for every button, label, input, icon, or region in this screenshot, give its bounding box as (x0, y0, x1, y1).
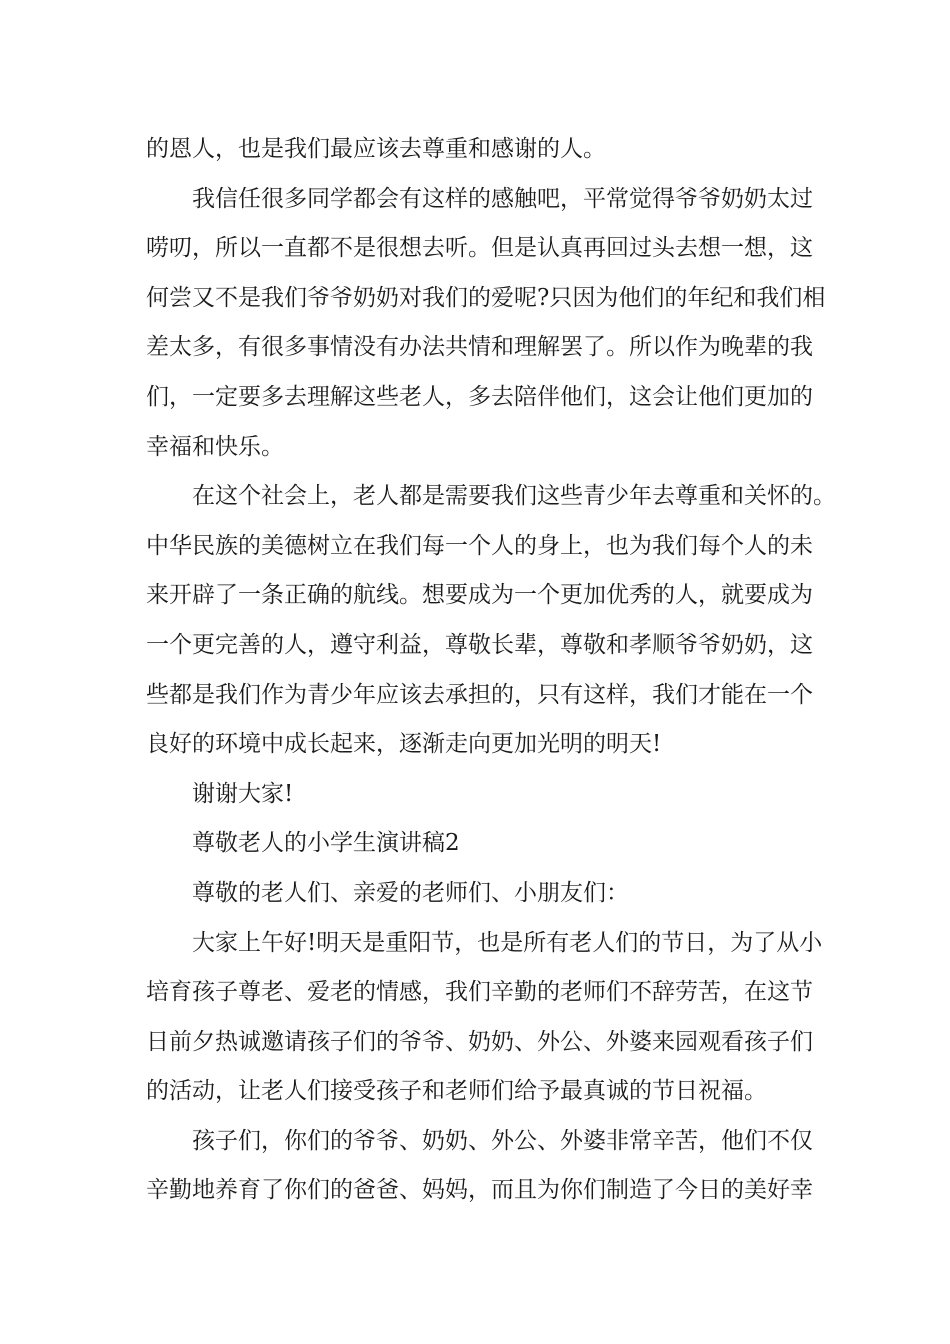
text-line: 差太多，有很多事情没有办法共情和理解罢了。所以作为晚辈的我 (146, 334, 813, 361)
text-line: 良好的环境中成长起来，逐渐走向更加光明的明天! (146, 731, 662, 758)
text-line: 幸福和快乐。 (146, 433, 284, 460)
text-line: 大家上午好!明天是重阳节，也是所有老人们的节日，为了从小 (192, 929, 823, 956)
salutation: 尊敬的老人们、亲爱的老师们、小朋友们： (192, 879, 629, 906)
text-line: 中华民族的美德树立在我们每一个人的身上，也为我们每个人的未 (146, 532, 813, 559)
text-line: 的活动，让老人们接受孩子和老师们给予最真诚的节日祝福。 (146, 1078, 767, 1105)
text-line: 一个更完善的人，遵守利益，尊敬长辈，尊敬和孝顺爷爷奶奶，这 (146, 631, 813, 658)
text-line: 培育孩子尊老、爱老的情感，我们辛勤的老师们不辞劳苦，在这节 (146, 979, 813, 1006)
closing-thanks: 谢谢大家! (192, 780, 294, 807)
text-line: 日前夕热诚邀请孩子们的爷爷、奶奶、外公、外婆来园观看孩子们 (146, 1028, 813, 1055)
text-line: 唠叨，所以一直都不是很想去听。但是认真再回过头去想一想，这 (146, 235, 813, 262)
text-line: 来开辟了一条正确的航线。想要成为一个更加优秀的人，就要成为 (146, 582, 813, 609)
text-line: 们，一定要多去理解这些老人，多去陪伴他们，这会让他们更加的 (146, 383, 813, 410)
document-body (146, 125, 836, 1216)
text-line: 的恩人，也是我们最应该去尊重和感谢的人。 (146, 136, 606, 162)
text-line: 孩子们，你们的爷爷、奶奶、外公、外婆非常辛苦，他们不仅 (192, 1127, 813, 1154)
text-line: 在这个社会上，老人都是需要我们这些青少年去尊重和关怀的。 (192, 483, 836, 510)
section-title: 尊敬老人的小学生演讲稿2 (192, 830, 460, 857)
text-line: 些都是我们作为青少年应该去承担的，只有这样，我们才能在一个 (146, 681, 813, 708)
text-line: 何尝又不是我们爷爷奶奶对我们的爱呢?只因为他们的年纪和我们相 (146, 284, 826, 311)
text-line: 我信任很多同学都会有这样的感触吧，平常觉得爷爷奶奶太过 (192, 185, 813, 212)
text-line: 辛勤地养育了你们的爸爸、妈妈，而且为你们制造了今日的美好幸 (146, 1177, 813, 1204)
